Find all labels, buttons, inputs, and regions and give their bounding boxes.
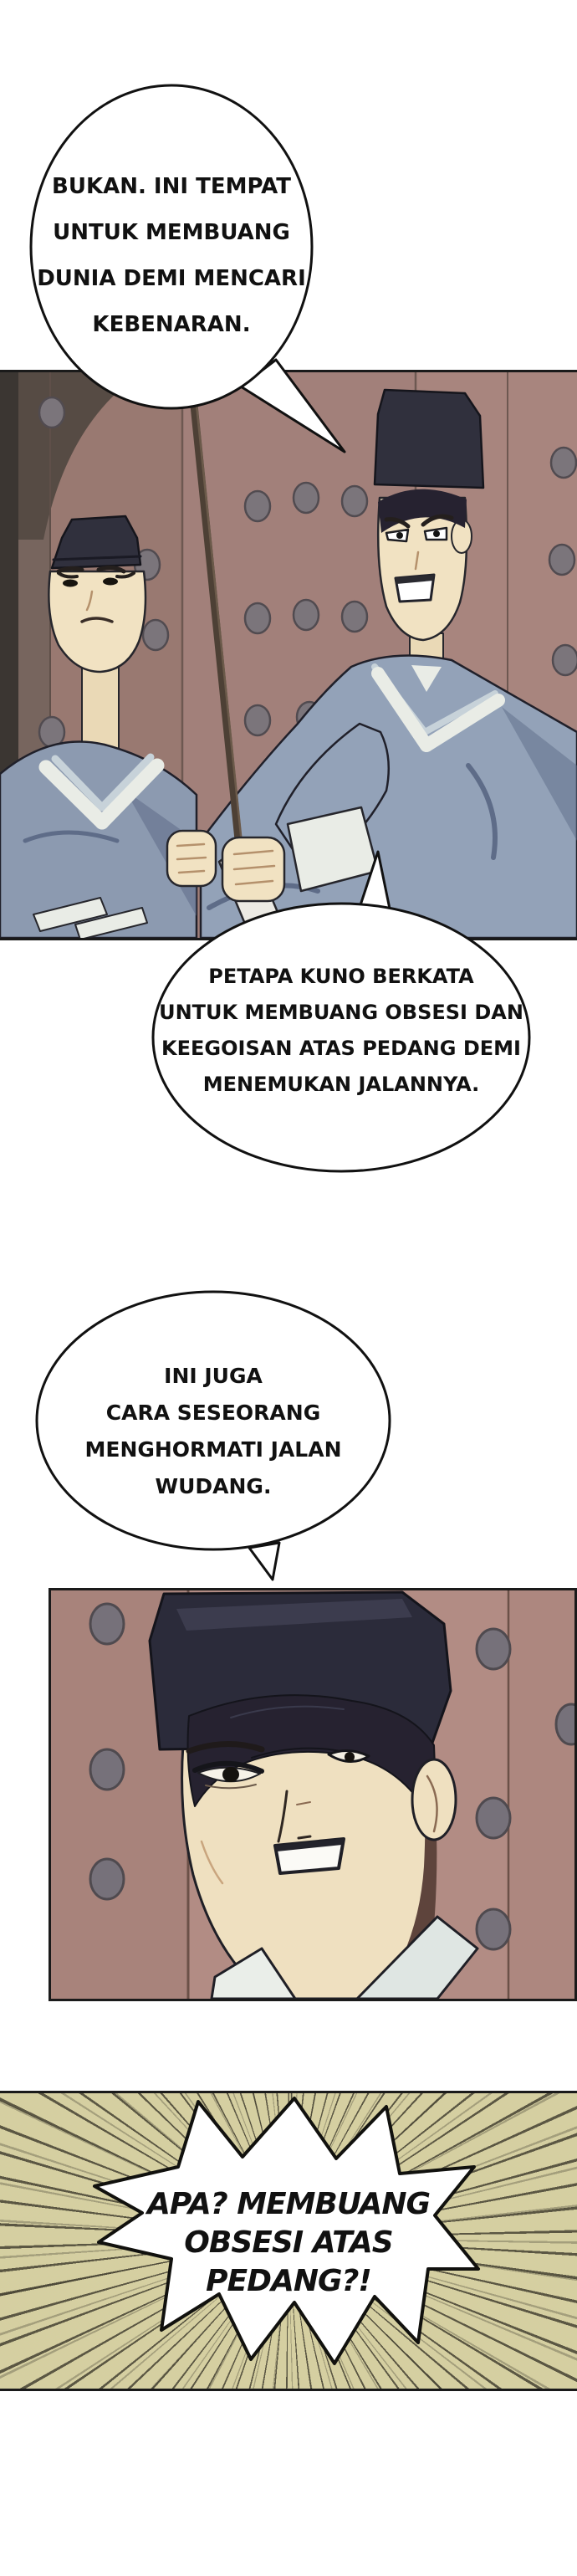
speech-line: UNTUK MEMBUANG OBSESI DAN xyxy=(159,1001,523,1024)
speech-line: MENEMUKAN JALANNYA. xyxy=(202,1073,480,1096)
panel-closeup-art xyxy=(51,1590,574,1999)
speech-line: UNTUK MEMBUANG xyxy=(53,220,290,245)
speech-line: BUKAN. INI TEMPAT xyxy=(52,174,291,199)
speech-line: MENGHORMATI JALAN xyxy=(84,1437,342,1462)
speech-line: KEEGOISAN ATAS PEDANG DEMI xyxy=(161,1037,521,1060)
panel-closeup-face xyxy=(49,1588,577,2001)
speech-line: PEDANG?! xyxy=(206,2264,371,2298)
speech-text-3 xyxy=(38,1358,389,1505)
speech-line: APA? MEMBUANG xyxy=(146,2187,431,2221)
right-monk-hat xyxy=(375,390,483,488)
speech-line: PETAPA KUNO BERKATA xyxy=(208,965,474,988)
speech-line: INI JUGA xyxy=(164,1364,263,1388)
speech-text-2 xyxy=(157,959,525,1103)
speech-line: CARA SESEORANG xyxy=(105,1401,321,1425)
speech-text-1 xyxy=(25,164,318,348)
speech-line: DUNIA DEMI MENCARI xyxy=(37,266,306,291)
speech-line: OBSESI ATAS xyxy=(184,2225,393,2260)
speech-line: KEBENARAN. xyxy=(92,312,251,337)
speech-line: WUDANG. xyxy=(155,1474,272,1498)
shout-text xyxy=(100,2185,477,2301)
